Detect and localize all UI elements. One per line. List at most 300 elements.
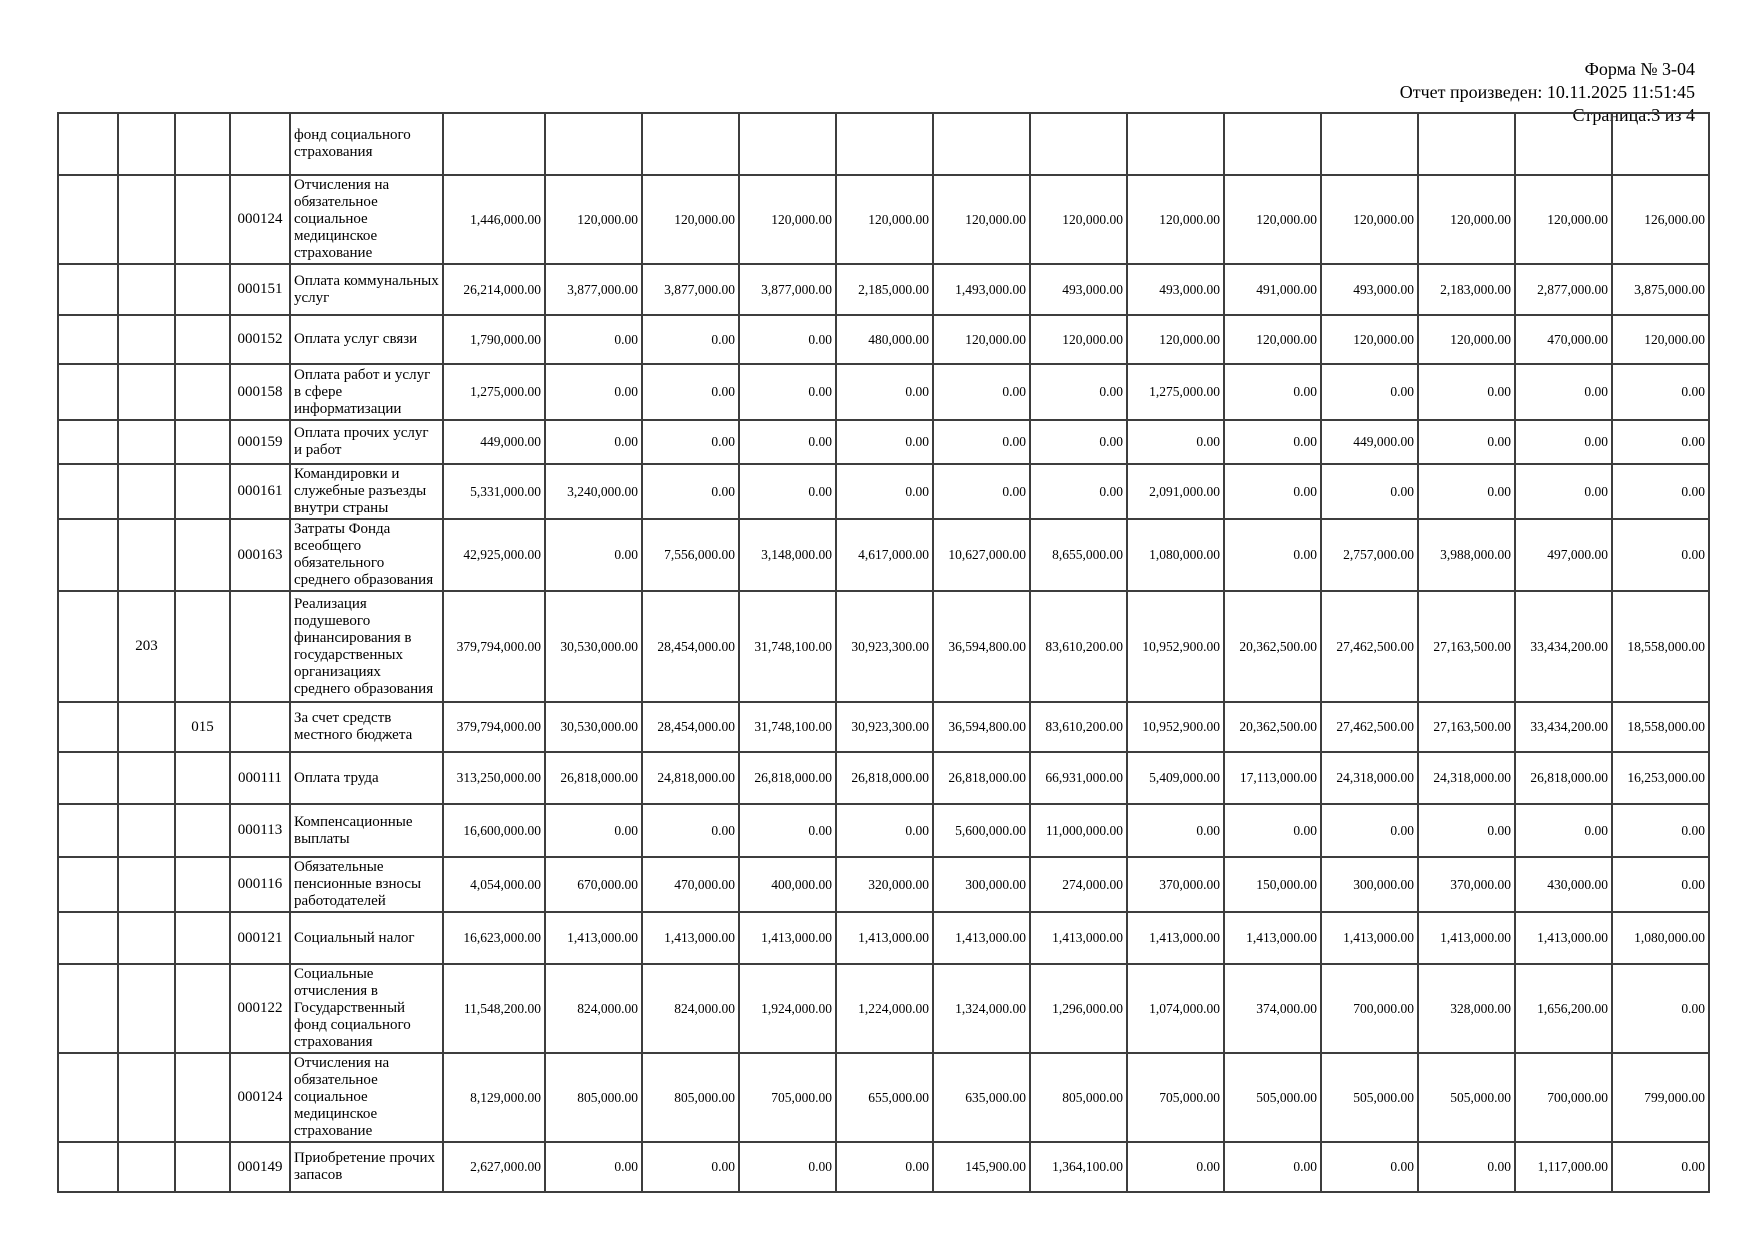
month-6-amount-cell: 0.00 bbox=[1030, 420, 1127, 464]
month-3-amount-cell: 0.00 bbox=[739, 804, 836, 857]
code-col-1-cell bbox=[58, 912, 118, 964]
month-10-amount-cell: 370,000.00 bbox=[1418, 857, 1515, 912]
table-row bbox=[58, 264, 1709, 315]
month-6-amount-cell: 83,610,200.00 bbox=[1030, 591, 1127, 702]
code-col-3-cell bbox=[175, 113, 230, 175]
code-col-4-cell: 000151 bbox=[230, 264, 290, 315]
code-col-4-cell: 000124 bbox=[230, 1053, 290, 1142]
month-3-amount-cell: 31,748,100.00 bbox=[739, 702, 836, 752]
code-col-2-cell bbox=[118, 804, 175, 857]
month-4-amount-cell: 0.00 bbox=[836, 804, 933, 857]
month-4-amount-cell: 320,000.00 bbox=[836, 857, 933, 912]
code-col-4-cell: 000121 bbox=[230, 912, 290, 964]
month-6-amount-cell: 805,000.00 bbox=[1030, 1053, 1127, 1142]
report-generated-timestamp: Отчет произведен: 10.11.2025 11:51:45 bbox=[1399, 82, 1695, 102]
month-7-amount-cell: 705,000.00 bbox=[1127, 1053, 1224, 1142]
code-col-1-cell bbox=[58, 420, 118, 464]
month-6-amount-cell: 83,610,200.00 bbox=[1030, 702, 1127, 752]
month-10-amount-cell: 328,000.00 bbox=[1418, 964, 1515, 1053]
code-col-4-cell: 000122 bbox=[230, 964, 290, 1053]
month-12-amount-cell: 799,000.00 bbox=[1612, 1053, 1709, 1142]
month-4-amount-cell: 0.00 bbox=[836, 364, 933, 420]
month-5-amount-cell: 1,324,000.00 bbox=[933, 964, 1030, 1053]
month-9-amount-cell: 300,000.00 bbox=[1321, 857, 1418, 912]
month-8-amount-cell: 0.00 bbox=[1224, 519, 1321, 591]
month-11-amount-cell: 2,877,000.00 bbox=[1515, 264, 1612, 315]
table-row bbox=[58, 1142, 1709, 1192]
table-row bbox=[58, 912, 1709, 964]
month-1-amount-cell bbox=[545, 113, 642, 175]
month-1-amount-cell: 0.00 bbox=[545, 519, 642, 591]
month-2-amount-cell: 0.00 bbox=[642, 804, 739, 857]
table-row bbox=[58, 1053, 1709, 1142]
code-col-4-cell: 000161 bbox=[230, 464, 290, 519]
month-5-amount-cell: 1,493,000.00 bbox=[933, 264, 1030, 315]
month-1-amount-cell: 0.00 bbox=[545, 315, 642, 364]
month-1-amount-cell: 120,000.00 bbox=[545, 175, 642, 264]
total-amount-cell: 379,794,000.00 bbox=[443, 702, 545, 752]
month-3-amount-cell: 3,877,000.00 bbox=[739, 264, 836, 315]
month-6-amount-cell: 0.00 bbox=[1030, 464, 1127, 519]
month-10-amount-cell: 120,000.00 bbox=[1418, 315, 1515, 364]
month-11-amount-cell: 33,434,200.00 bbox=[1515, 591, 1612, 702]
month-2-amount-cell: 1,413,000.00 bbox=[642, 912, 739, 964]
month-7-amount-cell bbox=[1127, 113, 1224, 175]
month-11-amount-cell: 26,818,000.00 bbox=[1515, 752, 1612, 804]
month-9-amount-cell: 505,000.00 bbox=[1321, 1053, 1418, 1142]
month-11-amount-cell: 1,413,000.00 bbox=[1515, 912, 1612, 964]
code-col-2-cell bbox=[118, 964, 175, 1053]
month-4-amount-cell: 655,000.00 bbox=[836, 1053, 933, 1142]
total-amount-cell: 11,548,200.00 bbox=[443, 964, 545, 1053]
code-col-3-cell bbox=[175, 175, 230, 264]
code-col-2-cell bbox=[118, 113, 175, 175]
month-4-amount-cell: 30,923,300.00 bbox=[836, 591, 933, 702]
month-9-amount-cell: 27,462,500.00 bbox=[1321, 702, 1418, 752]
month-10-amount-cell: 0.00 bbox=[1418, 804, 1515, 857]
table-row bbox=[58, 315, 1709, 364]
month-9-amount-cell: 0.00 bbox=[1321, 364, 1418, 420]
month-5-amount-cell: 120,000.00 bbox=[933, 175, 1030, 264]
row-description: Оплата услуг связи bbox=[290, 315, 443, 364]
month-7-amount-cell: 0.00 bbox=[1127, 420, 1224, 464]
month-12-amount-cell: 18,558,000.00 bbox=[1612, 591, 1709, 702]
code-col-4-cell bbox=[230, 591, 290, 702]
month-12-amount-cell: 16,253,000.00 bbox=[1612, 752, 1709, 804]
month-5-amount-cell: 36,594,800.00 bbox=[933, 702, 1030, 752]
row-description: Оплата труда bbox=[290, 752, 443, 804]
month-6-amount-cell: 1,413,000.00 bbox=[1030, 912, 1127, 964]
month-5-amount-cell bbox=[933, 113, 1030, 175]
code-col-3-cell bbox=[175, 315, 230, 364]
month-8-amount-cell: 1,413,000.00 bbox=[1224, 912, 1321, 964]
month-9-amount-cell: 120,000.00 bbox=[1321, 315, 1418, 364]
budget-table-body bbox=[58, 113, 1709, 1192]
total-amount-cell: 16,623,000.00 bbox=[443, 912, 545, 964]
total-amount-cell: 4,054,000.00 bbox=[443, 857, 545, 912]
month-10-amount-cell: 27,163,500.00 bbox=[1418, 702, 1515, 752]
row-description: За счет средств местного бюджета bbox=[290, 702, 443, 752]
month-8-amount-cell: 20,362,500.00 bbox=[1224, 702, 1321, 752]
table-row bbox=[58, 464, 1709, 519]
month-1-amount-cell: 30,530,000.00 bbox=[545, 591, 642, 702]
month-8-amount-cell: 0.00 bbox=[1224, 804, 1321, 857]
code-col-4-cell: 000159 bbox=[230, 420, 290, 464]
table-row bbox=[58, 752, 1709, 804]
month-1-amount-cell: 1,413,000.00 bbox=[545, 912, 642, 964]
month-11-amount-cell: 33,434,200.00 bbox=[1515, 702, 1612, 752]
code-col-1-cell bbox=[58, 364, 118, 420]
month-10-amount-cell: 0.00 bbox=[1418, 364, 1515, 420]
total-amount-cell: 42,925,000.00 bbox=[443, 519, 545, 591]
month-4-amount-cell: 0.00 bbox=[836, 464, 933, 519]
month-12-amount-cell: 0.00 bbox=[1612, 1142, 1709, 1192]
budget-table bbox=[57, 112, 1710, 1193]
month-1-amount-cell: 3,877,000.00 bbox=[545, 264, 642, 315]
table-row bbox=[58, 964, 1709, 1053]
code-col-4-cell: 000111 bbox=[230, 752, 290, 804]
code-col-2-cell bbox=[118, 1053, 175, 1142]
month-4-amount-cell: 0.00 bbox=[836, 420, 933, 464]
month-11-amount-cell: 1,117,000.00 bbox=[1515, 1142, 1612, 1192]
month-11-amount-cell: 0.00 bbox=[1515, 804, 1612, 857]
code-col-3-cell bbox=[175, 364, 230, 420]
month-9-amount-cell: 493,000.00 bbox=[1321, 264, 1418, 315]
month-1-amount-cell: 0.00 bbox=[545, 364, 642, 420]
code-col-1-cell bbox=[58, 1053, 118, 1142]
month-7-amount-cell: 370,000.00 bbox=[1127, 857, 1224, 912]
code-col-1-cell bbox=[58, 964, 118, 1053]
month-3-amount-cell: 0.00 bbox=[739, 364, 836, 420]
month-6-amount-cell: 493,000.00 bbox=[1030, 264, 1127, 315]
month-1-amount-cell: 824,000.00 bbox=[545, 964, 642, 1053]
month-2-amount-cell: 0.00 bbox=[642, 315, 739, 364]
month-11-amount-cell: 0.00 bbox=[1515, 464, 1612, 519]
month-2-amount-cell: 824,000.00 bbox=[642, 964, 739, 1053]
code-col-3-cell: 015 bbox=[175, 702, 230, 752]
month-2-amount-cell: 3,877,000.00 bbox=[642, 264, 739, 315]
month-9-amount-cell: 27,462,500.00 bbox=[1321, 591, 1418, 702]
page-indicator: Страница:3 из 4 bbox=[1572, 105, 1695, 125]
month-5-amount-cell: 0.00 bbox=[933, 364, 1030, 420]
month-4-amount-cell: 30,923,300.00 bbox=[836, 702, 933, 752]
month-7-amount-cell: 10,952,900.00 bbox=[1127, 702, 1224, 752]
month-5-amount-cell: 36,594,800.00 bbox=[933, 591, 1030, 702]
code-col-2-cell bbox=[118, 519, 175, 591]
total-amount-cell: 449,000.00 bbox=[443, 420, 545, 464]
month-8-amount-cell bbox=[1224, 113, 1321, 175]
form-number: Форма № 3-04 bbox=[1584, 59, 1695, 79]
code-col-3-cell bbox=[175, 519, 230, 591]
month-6-amount-cell: 120,000.00 bbox=[1030, 315, 1127, 364]
code-col-1-cell bbox=[58, 315, 118, 364]
month-8-amount-cell: 20,362,500.00 bbox=[1224, 591, 1321, 702]
month-4-amount-cell: 1,224,000.00 bbox=[836, 964, 933, 1053]
code-col-4-cell: 000124 bbox=[230, 175, 290, 264]
table-row bbox=[58, 857, 1709, 912]
table-row bbox=[58, 175, 1709, 264]
month-11-amount-cell bbox=[1515, 113, 1612, 175]
row-description: Оплата работ и услуг в сфере информатизации bbox=[290, 364, 443, 420]
month-9-amount-cell: 24,318,000.00 bbox=[1321, 752, 1418, 804]
month-8-amount-cell: 0.00 bbox=[1224, 1142, 1321, 1192]
month-6-amount-cell: 1,296,000.00 bbox=[1030, 964, 1127, 1053]
month-9-amount-cell: 2,757,000.00 bbox=[1321, 519, 1418, 591]
code-col-1-cell bbox=[58, 591, 118, 702]
month-3-amount-cell: 120,000.00 bbox=[739, 175, 836, 264]
month-8-amount-cell: 120,000.00 bbox=[1224, 175, 1321, 264]
month-10-amount-cell: 24,318,000.00 bbox=[1418, 752, 1515, 804]
total-amount-cell: 8,129,000.00 bbox=[443, 1053, 545, 1142]
code-col-3-cell bbox=[175, 912, 230, 964]
month-12-amount-cell: 120,000.00 bbox=[1612, 315, 1709, 364]
code-col-4-cell: 000152 bbox=[230, 315, 290, 364]
month-8-amount-cell: 0.00 bbox=[1224, 464, 1321, 519]
month-2-amount-cell: 28,454,000.00 bbox=[642, 702, 739, 752]
month-12-amount-cell: 126,000.00 bbox=[1612, 175, 1709, 264]
month-7-amount-cell: 493,000.00 bbox=[1127, 264, 1224, 315]
month-2-amount-cell: 28,454,000.00 bbox=[642, 591, 739, 702]
month-12-amount-cell: 0.00 bbox=[1612, 420, 1709, 464]
month-7-amount-cell: 120,000.00 bbox=[1127, 315, 1224, 364]
month-8-amount-cell: 0.00 bbox=[1224, 420, 1321, 464]
month-9-amount-cell: 0.00 bbox=[1321, 464, 1418, 519]
month-11-amount-cell: 470,000.00 bbox=[1515, 315, 1612, 364]
code-col-2-cell bbox=[118, 420, 175, 464]
month-3-amount-cell: 0.00 bbox=[739, 420, 836, 464]
total-amount-cell: 16,600,000.00 bbox=[443, 804, 545, 857]
code-col-3-cell bbox=[175, 752, 230, 804]
row-description: Отчисления на обязательное социальное медицинское страхование bbox=[290, 1053, 443, 1142]
table-row bbox=[58, 804, 1709, 857]
code-col-2-cell bbox=[118, 857, 175, 912]
month-12-amount-cell bbox=[1612, 113, 1709, 175]
row-description: Затраты Фонда всеобщего обязательного среднего образования bbox=[290, 519, 443, 591]
month-8-amount-cell: 17,113,000.00 bbox=[1224, 752, 1321, 804]
month-3-amount-cell bbox=[739, 113, 836, 175]
month-11-amount-cell: 0.00 bbox=[1515, 364, 1612, 420]
total-amount-cell bbox=[443, 113, 545, 175]
month-7-amount-cell: 0.00 bbox=[1127, 1142, 1224, 1192]
code-col-1-cell bbox=[58, 175, 118, 264]
code-col-2-cell bbox=[118, 315, 175, 364]
code-col-3-cell bbox=[175, 964, 230, 1053]
month-7-amount-cell: 120,000.00 bbox=[1127, 175, 1224, 264]
month-3-amount-cell: 705,000.00 bbox=[739, 1053, 836, 1142]
month-2-amount-cell: 24,818,000.00 bbox=[642, 752, 739, 804]
month-6-amount-cell: 0.00 bbox=[1030, 364, 1127, 420]
month-10-amount-cell: 27,163,500.00 bbox=[1418, 591, 1515, 702]
month-5-amount-cell: 300,000.00 bbox=[933, 857, 1030, 912]
month-5-amount-cell: 0.00 bbox=[933, 464, 1030, 519]
month-4-amount-cell: 480,000.00 bbox=[836, 315, 933, 364]
row-description: Командировки и служебные разъезды внутри страны bbox=[290, 464, 443, 519]
row-description: Отчисления на обязательное социальное медицинское страхование bbox=[290, 175, 443, 264]
month-10-amount-cell: 1,413,000.00 bbox=[1418, 912, 1515, 964]
table-row bbox=[58, 591, 1709, 702]
code-col-4-cell bbox=[230, 702, 290, 752]
month-3-amount-cell: 1,413,000.00 bbox=[739, 912, 836, 964]
total-amount-cell: 5,331,000.00 bbox=[443, 464, 545, 519]
month-4-amount-cell: 4,617,000.00 bbox=[836, 519, 933, 591]
month-2-amount-cell: 0.00 bbox=[642, 1142, 739, 1192]
total-amount-cell: 1,446,000.00 bbox=[443, 175, 545, 264]
month-2-amount-cell: 0.00 bbox=[642, 420, 739, 464]
month-6-amount-cell bbox=[1030, 113, 1127, 175]
month-3-amount-cell: 0.00 bbox=[739, 464, 836, 519]
table-row bbox=[58, 364, 1709, 420]
row-description: Оплата коммунальных услуг bbox=[290, 264, 443, 315]
month-2-amount-cell: 7,556,000.00 bbox=[642, 519, 739, 591]
month-3-amount-cell: 31,748,100.00 bbox=[739, 591, 836, 702]
month-9-amount-cell: 0.00 bbox=[1321, 1142, 1418, 1192]
code-col-2-cell bbox=[118, 264, 175, 315]
month-3-amount-cell: 0.00 bbox=[739, 315, 836, 364]
month-8-amount-cell: 505,000.00 bbox=[1224, 1053, 1321, 1142]
month-2-amount-cell: 120,000.00 bbox=[642, 175, 739, 264]
code-col-1-cell bbox=[58, 804, 118, 857]
month-8-amount-cell: 0.00 bbox=[1224, 364, 1321, 420]
month-7-amount-cell: 1,074,000.00 bbox=[1127, 964, 1224, 1053]
month-6-amount-cell: 1,364,100.00 bbox=[1030, 1142, 1127, 1192]
month-12-amount-cell: 18,558,000.00 bbox=[1612, 702, 1709, 752]
month-3-amount-cell: 3,148,000.00 bbox=[739, 519, 836, 591]
month-10-amount-cell: 2,183,000.00 bbox=[1418, 264, 1515, 315]
code-col-2-cell bbox=[118, 464, 175, 519]
code-col-2-cell bbox=[118, 752, 175, 804]
month-2-amount-cell: 0.00 bbox=[642, 464, 739, 519]
month-10-amount-cell: 3,988,000.00 bbox=[1418, 519, 1515, 591]
table-row bbox=[58, 420, 1709, 464]
month-7-amount-cell: 10,952,900.00 bbox=[1127, 591, 1224, 702]
month-4-amount-cell: 1,413,000.00 bbox=[836, 912, 933, 964]
month-1-amount-cell: 670,000.00 bbox=[545, 857, 642, 912]
month-5-amount-cell: 26,818,000.00 bbox=[933, 752, 1030, 804]
row-description: Социальные отчисления в Государственный фонд социального страхования bbox=[290, 964, 443, 1053]
code-col-3-cell bbox=[175, 464, 230, 519]
month-5-amount-cell: 10,627,000.00 bbox=[933, 519, 1030, 591]
month-8-amount-cell: 374,000.00 bbox=[1224, 964, 1321, 1053]
month-11-amount-cell: 430,000.00 bbox=[1515, 857, 1612, 912]
month-1-amount-cell: 26,818,000.00 bbox=[545, 752, 642, 804]
total-amount-cell: 1,275,000.00 bbox=[443, 364, 545, 420]
month-11-amount-cell: 497,000.00 bbox=[1515, 519, 1612, 591]
code-col-2-cell bbox=[118, 1142, 175, 1192]
month-10-amount-cell bbox=[1418, 113, 1515, 175]
code-col-4-cell: 000116 bbox=[230, 857, 290, 912]
total-amount-cell: 313,250,000.00 bbox=[443, 752, 545, 804]
month-3-amount-cell: 1,924,000.00 bbox=[739, 964, 836, 1053]
month-10-amount-cell: 0.00 bbox=[1418, 464, 1515, 519]
total-amount-cell: 1,790,000.00 bbox=[443, 315, 545, 364]
month-4-amount-cell: 2,185,000.00 bbox=[836, 264, 933, 315]
code-col-4-cell bbox=[230, 113, 290, 175]
month-4-amount-cell: 0.00 bbox=[836, 1142, 933, 1192]
month-12-amount-cell: 1,080,000.00 bbox=[1612, 912, 1709, 964]
month-12-amount-cell: 0.00 bbox=[1612, 804, 1709, 857]
month-9-amount-cell: 449,000.00 bbox=[1321, 420, 1418, 464]
month-6-amount-cell: 120,000.00 bbox=[1030, 175, 1127, 264]
code-col-4-cell: 000149 bbox=[230, 1142, 290, 1192]
month-2-amount-cell: 470,000.00 bbox=[642, 857, 739, 912]
month-9-amount-cell: 0.00 bbox=[1321, 804, 1418, 857]
month-1-amount-cell: 3,240,000.00 bbox=[545, 464, 642, 519]
code-col-1-cell bbox=[58, 464, 118, 519]
month-7-amount-cell: 0.00 bbox=[1127, 804, 1224, 857]
code-col-1-cell bbox=[58, 264, 118, 315]
month-8-amount-cell: 120,000.00 bbox=[1224, 315, 1321, 364]
code-col-2-cell bbox=[118, 175, 175, 264]
month-6-amount-cell: 11,000,000.00 bbox=[1030, 804, 1127, 857]
month-1-amount-cell: 805,000.00 bbox=[545, 1053, 642, 1142]
table-row bbox=[58, 113, 1709, 175]
table-row bbox=[58, 702, 1709, 752]
month-2-amount-cell bbox=[642, 113, 739, 175]
code-col-2-cell bbox=[118, 702, 175, 752]
month-5-amount-cell: 120,000.00 bbox=[933, 315, 1030, 364]
month-6-amount-cell: 8,655,000.00 bbox=[1030, 519, 1127, 591]
month-1-amount-cell: 30,530,000.00 bbox=[545, 702, 642, 752]
code-col-2-cell bbox=[118, 912, 175, 964]
row-description: Социальный налог bbox=[290, 912, 443, 964]
month-1-amount-cell: 0.00 bbox=[545, 804, 642, 857]
code-col-3-cell bbox=[175, 1053, 230, 1142]
code-col-4-cell: 000163 bbox=[230, 519, 290, 591]
month-5-amount-cell: 1,413,000.00 bbox=[933, 912, 1030, 964]
month-9-amount-cell: 700,000.00 bbox=[1321, 964, 1418, 1053]
row-description: Приобретение прочих запасов bbox=[290, 1142, 443, 1192]
month-9-amount-cell bbox=[1321, 113, 1418, 175]
code-col-1-cell bbox=[58, 702, 118, 752]
table-row bbox=[58, 519, 1709, 591]
month-2-amount-cell: 805,000.00 bbox=[642, 1053, 739, 1142]
month-12-amount-cell: 0.00 bbox=[1612, 464, 1709, 519]
month-4-amount-cell: 120,000.00 bbox=[836, 175, 933, 264]
total-amount-cell: 379,794,000.00 bbox=[443, 591, 545, 702]
code-col-1-cell bbox=[58, 752, 118, 804]
row-description: Обязательные пенсионные взносы работодателей bbox=[290, 857, 443, 912]
month-7-amount-cell: 1,413,000.00 bbox=[1127, 912, 1224, 964]
month-11-amount-cell: 120,000.00 bbox=[1515, 175, 1612, 264]
month-8-amount-cell: 491,000.00 bbox=[1224, 264, 1321, 315]
code-col-1-cell bbox=[58, 113, 118, 175]
row-description: Реализация подушевого финансирования в государственных организациях среднего образования bbox=[290, 591, 443, 702]
row-description: Компенсационные выплаты bbox=[290, 804, 443, 857]
code-col-1-cell bbox=[58, 519, 118, 591]
month-11-amount-cell: 700,000.00 bbox=[1515, 1053, 1612, 1142]
month-5-amount-cell: 0.00 bbox=[933, 420, 1030, 464]
month-12-amount-cell: 0.00 bbox=[1612, 519, 1709, 591]
month-3-amount-cell: 0.00 bbox=[739, 1142, 836, 1192]
code-col-3-cell bbox=[175, 264, 230, 315]
month-11-amount-cell: 0.00 bbox=[1515, 420, 1612, 464]
month-1-amount-cell: 0.00 bbox=[545, 1142, 642, 1192]
month-5-amount-cell: 635,000.00 bbox=[933, 1053, 1030, 1142]
month-7-amount-cell: 1,275,000.00 bbox=[1127, 364, 1224, 420]
code-col-2-cell bbox=[118, 364, 175, 420]
code-col-3-cell bbox=[175, 804, 230, 857]
month-11-amount-cell: 1,656,200.00 bbox=[1515, 964, 1612, 1053]
month-10-amount-cell: 0.00 bbox=[1418, 420, 1515, 464]
code-col-3-cell bbox=[175, 857, 230, 912]
month-8-amount-cell: 150,000.00 bbox=[1224, 857, 1321, 912]
code-col-1-cell bbox=[58, 857, 118, 912]
row-description: фонд социального страхования bbox=[290, 113, 443, 175]
month-1-amount-cell: 0.00 bbox=[545, 420, 642, 464]
code-col-1-cell bbox=[58, 1142, 118, 1192]
month-3-amount-cell: 400,000.00 bbox=[739, 857, 836, 912]
month-6-amount-cell: 66,931,000.00 bbox=[1030, 752, 1127, 804]
